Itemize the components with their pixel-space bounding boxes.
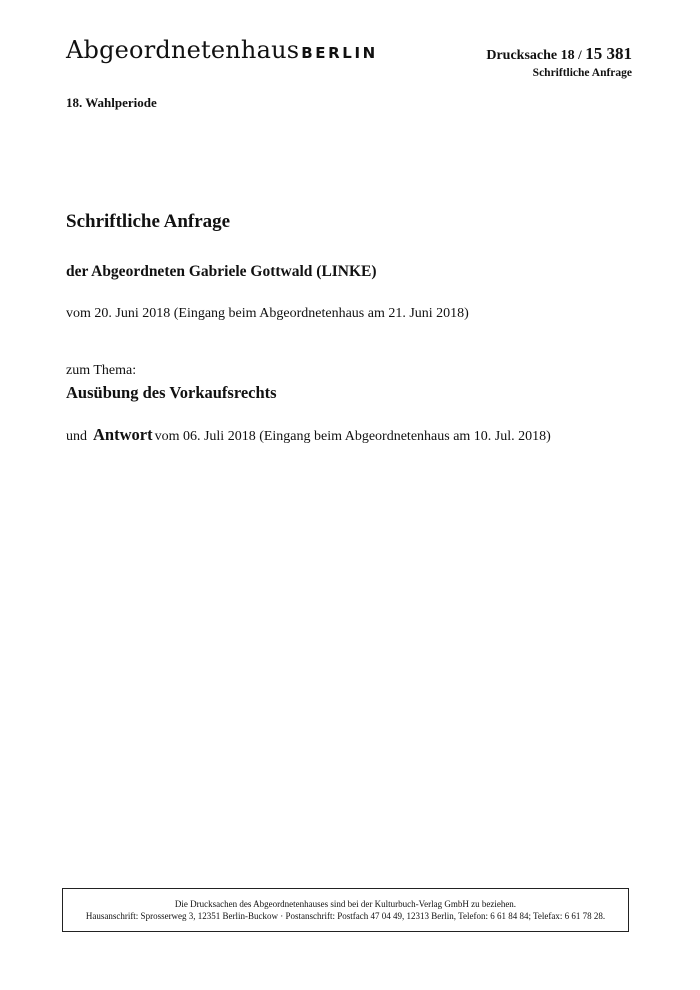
logo-house-text: Abgeordnetenhaus xyxy=(66,36,300,64)
answer-dates: vom 06. Juli 2018 (Eingang beim Abgeordnetenhaus am 10. Jul. 2018) xyxy=(154,429,551,444)
page-title: Schriftliche Anfrage xyxy=(66,211,231,232)
document-type-label: Schriftliche Anfrage xyxy=(532,67,632,79)
document-number-value: 15 381 xyxy=(585,44,632,63)
logo-city-text: BERLIN xyxy=(301,44,378,62)
topic-title: Ausübung des Vorkaufsrechts xyxy=(66,383,277,402)
answer-prefix: und xyxy=(66,429,87,444)
document-number-slash: / xyxy=(578,47,582,62)
document-number xyxy=(486,44,632,64)
document-number-prefix: Drucksache 18 xyxy=(486,48,575,63)
topic-label: zum Thema: xyxy=(66,363,137,378)
answer-word: Antwort xyxy=(93,425,153,444)
document-number-block xyxy=(486,44,632,79)
footer-line-1: Die Drucksachen des Abgeordnetenhauses sind bei der Kulturbuch-Verlag GmbH zu beziehen. xyxy=(174,899,517,909)
masthead-logo xyxy=(66,36,378,64)
footer-box xyxy=(62,888,629,932)
dates-line: vom 20. Juni 2018 (Eingang beim Abgeordnetenhaus am 21. Juni 2018) xyxy=(66,306,469,321)
author-line: der Abgeordneten Gabriele Gottwald (LINKE) xyxy=(66,263,377,280)
legislative-period: 18. Wahlperiode xyxy=(66,95,157,110)
footer-line-2: Hausanschrift: Sprosserweg 3, 12351 Berlin-Buckow · Postanschrift: Postfach 47 04 49, 12313 Berlin, Telefon: 6 61 84 84; Telefax: 6 61 78 28. xyxy=(85,911,606,921)
answer-line xyxy=(66,425,551,445)
